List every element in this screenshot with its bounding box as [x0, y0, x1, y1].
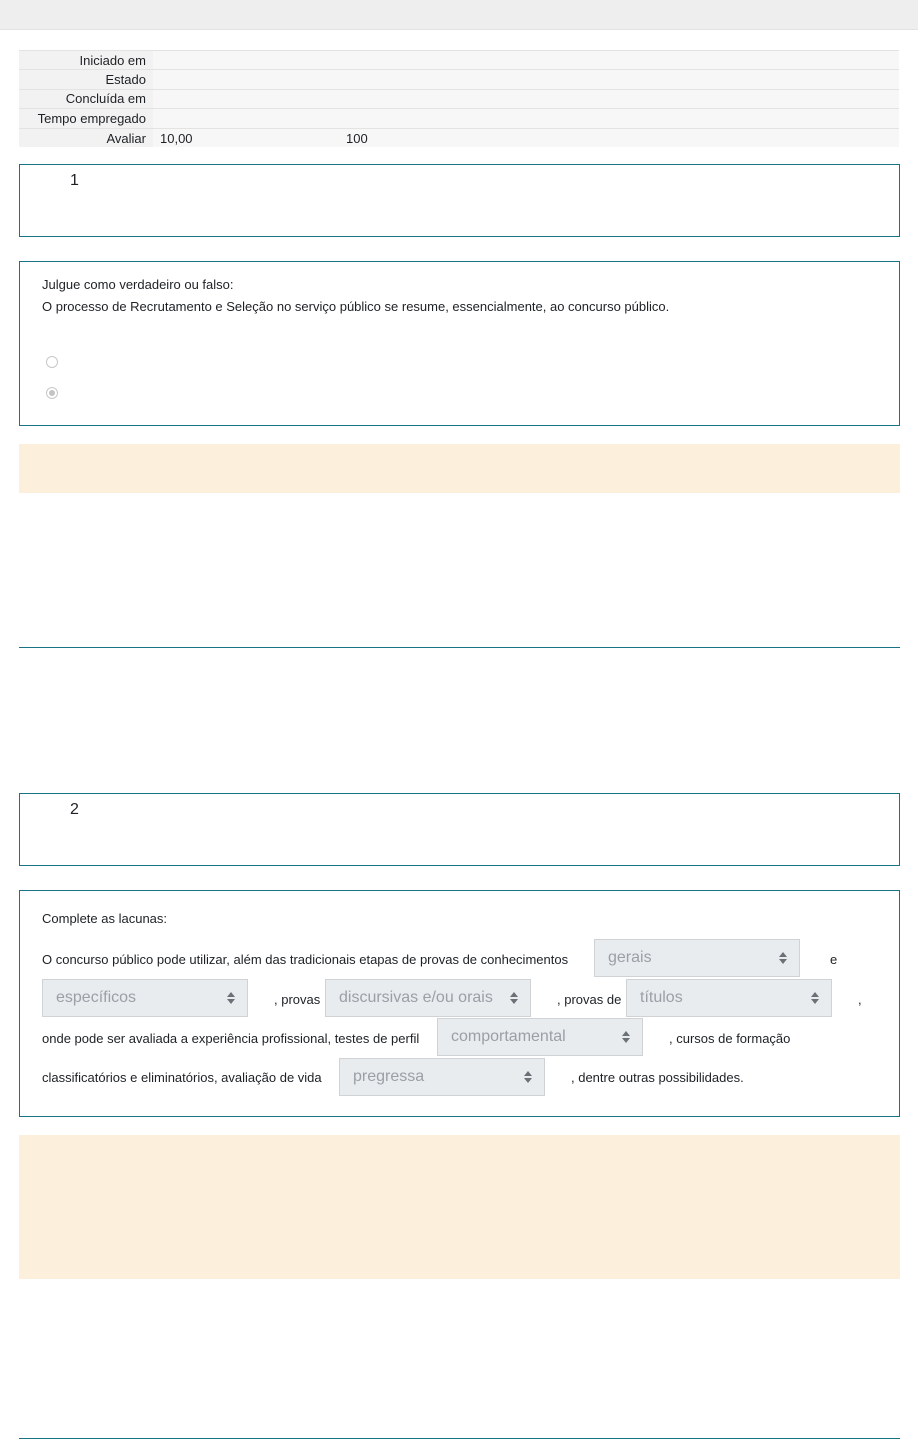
- question-number: 1: [70, 172, 79, 189]
- gap-select-4[interactable]: [626, 979, 832, 1017]
- gap-select-value: comportamental: [451, 1028, 566, 1045]
- summary-row-grade: [19, 128, 899, 147]
- grade-value: 10,00: [160, 130, 193, 146]
- select-arrows-icon: [227, 992, 235, 1005]
- summary-row-started: [19, 51, 899, 70]
- top-bar: [0, 0, 918, 30]
- question-2-text: ,: [858, 992, 862, 1007]
- question-1-statement: O processo de Recrutamento e Seleção no serviço público se resume, essencialmente, ao concurso público.: [42, 299, 670, 314]
- question-2-text: onde pode ser avaliada a experiência profissional, testes de perfil: [42, 1031, 420, 1046]
- gap-select-value: gerais: [608, 949, 652, 966]
- gap-select-value: títulos: [640, 989, 683, 1006]
- question-2-divider: [19, 1438, 900, 1439]
- question-2-text: , dentre outras possibilidades.: [571, 1070, 744, 1085]
- summary-label: Iniciado em: [19, 51, 153, 70]
- gap-select-6[interactable]: [339, 1058, 545, 1096]
- summary-row-state: [19, 70, 899, 89]
- summary-row-time: [19, 109, 899, 128]
- summary-label: Tempo empregado: [19, 109, 153, 128]
- summary-value: [153, 51, 899, 70]
- summary-label: Estado: [19, 70, 153, 89]
- question-1-feedback: [19, 444, 900, 493]
- gap-select-value: específicos: [56, 989, 137, 1006]
- answer-true-radio[interactable]: [46, 356, 58, 368]
- question-1-info: [19, 164, 900, 237]
- question-2-text: classificatórios e eliminatórios, avaliação de vida: [42, 1070, 322, 1085]
- question-2-text: , provas: [274, 992, 321, 1007]
- question-2-text: O concurso público pode utilizar, além das tradicionais etapas de provas de conhecimentos: [42, 952, 569, 967]
- answer-false-radio[interactable]: [46, 387, 58, 399]
- question-2-text: , provas de: [557, 992, 622, 1007]
- question-2-info: [19, 793, 900, 866]
- question-1-intro: Julgue como verdadeiro ou falso:: [42, 277, 234, 292]
- select-arrows-icon: [622, 1031, 630, 1044]
- question-2-text: , cursos de formação: [669, 1031, 791, 1046]
- summary-value: [153, 70, 899, 89]
- select-arrows-icon: [811, 992, 819, 1005]
- question-2-text: e: [830, 952, 838, 967]
- gap-select-1[interactable]: [594, 939, 800, 977]
- question-number: 2: [70, 801, 79, 818]
- summary-label: Concluída em: [19, 89, 153, 108]
- question-1-content: [19, 261, 900, 426]
- gap-select-2[interactable]: [42, 979, 248, 1017]
- select-arrows-icon: [779, 952, 787, 965]
- summary-row-completed: [19, 89, 899, 108]
- gap-select-5[interactable]: [437, 1018, 643, 1056]
- summary-label: Avaliar: [19, 128, 153, 147]
- summary-value: [153, 89, 899, 108]
- select-arrows-icon: [510, 992, 518, 1005]
- gap-select-value: pregressa: [353, 1068, 425, 1085]
- select-arrows-icon: [524, 1071, 532, 1084]
- gap-select-3[interactable]: [325, 979, 531, 1017]
- question-2-content: [19, 890, 900, 1117]
- attempt-summary-table: [19, 50, 899, 147]
- grade-max: 100: [346, 130, 368, 146]
- gap-select-value: discursivas e/ou orais: [339, 989, 493, 1006]
- summary-value: [153, 109, 899, 128]
- question-2-intro: Complete as lacunas:: [42, 911, 168, 926]
- summary-value: [153, 128, 899, 147]
- question-1-divider: [19, 647, 900, 648]
- question-2-feedback: [19, 1135, 900, 1279]
